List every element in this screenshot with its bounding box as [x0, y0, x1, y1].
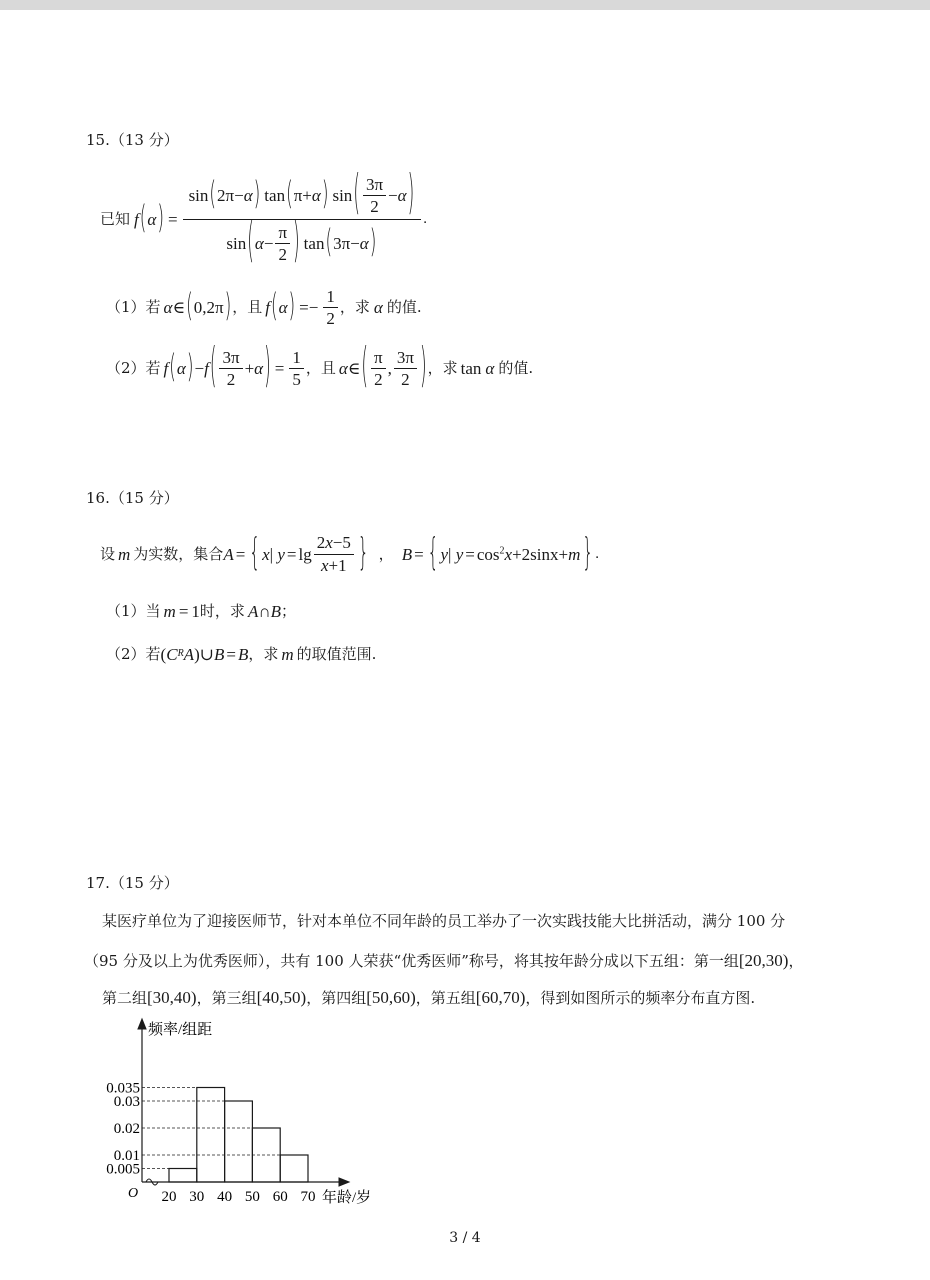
origin-label: O — [128, 1186, 139, 1201]
x-tick-label: 40 — [217, 1189, 233, 1205]
q15-var: α — [147, 209, 157, 229]
frequency-histogram — [90, 1012, 410, 1212]
y-tick-label: 0.01 — [113, 1148, 140, 1164]
y-tick-label: 0.035 — [106, 1080, 140, 1097]
q16-part1-label: （1）当 — [106, 601, 161, 620]
q16-part2-var: m — [281, 644, 294, 664]
q16-part2-label: （2）若 — [106, 644, 161, 663]
q15-func-name: f — [134, 209, 139, 229]
q17-group4-interval: [50,60) — [366, 988, 416, 1007]
q15-intro: 已知 — [100, 209, 131, 228]
q15-part2-ask: ，求 — [427, 358, 458, 377]
q17-line2-text: （95 分及以上为优秀医师），共有 100 人荣获“优秀医师”称号，将其按年龄分成以下五组：第一组 — [84, 952, 739, 970]
q15-part2-end: 的值. — [498, 358, 534, 377]
histogram-bar — [280, 1155, 308, 1182]
histogram-bar — [197, 1088, 225, 1183]
y-axis-label: 频率/组距 — [148, 1022, 213, 1038]
q17-line3-end: ，得到如图所示的频率分布直方图. — [525, 989, 756, 1007]
q15-part1-ask-var: α — [373, 297, 383, 317]
x-tick-label: 30 — [189, 1189, 205, 1205]
q15-part1-end: 的值. — [386, 297, 422, 316]
x-tick-label: 20 — [161, 1189, 177, 1205]
q16-intro-m: m — [118, 544, 131, 564]
q15-part2-mid: ，且 — [305, 358, 336, 377]
q16-part1-end: ； — [281, 601, 297, 620]
q17-group2-label: 第二组 — [102, 989, 148, 1007]
q17-line2-interval: [20,30) — [738, 951, 789, 970]
q16-part2-mid: ，求 — [248, 644, 279, 663]
q15-part1-mid: ，且 — [232, 297, 263, 316]
y-tick-label: 0.005 — [106, 1161, 140, 1178]
y-tick-label: 0.02 — [113, 1121, 140, 1137]
q15-fraction: sin ( 2π− α ) tan ( π+ α ) sin ( $\frac{3\pi}{2}$ − α ) sin ( α − $\frac{\pi}{2}$ ) tan ( 3π− α ) — [183, 176, 422, 263]
q17-group4-label: ，第四组 — [306, 989, 367, 1007]
q16-part1-mid: 时，求 — [199, 601, 245, 620]
x-tick-label: 50 — [244, 1189, 260, 1205]
q15-header: 15.（13 分） — [86, 131, 179, 149]
q17-group3-interval: [40,50) — [256, 988, 307, 1007]
q17-line2 — [84, 950, 803, 971]
q15-part2-label: （2）若 — [106, 358, 161, 377]
q17-group2-interval: [30,40) — [147, 988, 197, 1007]
histogram-bar — [169, 1169, 197, 1183]
q16-intro-b: 为实数，集合 — [133, 544, 224, 563]
q17-line1: 某医疗单位为了迎接医师节，针对本单位不同年龄的员工举办了一次实践技能大比拼活动，满分 100 分 — [102, 912, 786, 930]
top-scroll-bar — [0, 0, 930, 10]
q16-part2-end: 的取值范围. — [296, 644, 377, 663]
q15-part1-label: （1）若 — [106, 297, 161, 316]
x-axis-label: 年龄/岁 — [322, 1190, 372, 1206]
q15-part1-ask: ，求 — [339, 297, 370, 316]
q17-group3-label: ，第三组 — [196, 989, 257, 1007]
page-number: 3 / 4 — [449, 1230, 481, 1246]
q16-header: 16.（15 分） — [86, 489, 179, 507]
x-tick-label: 70 — [300, 1189, 316, 1205]
q17-group5-interval: [60,70) — [475, 988, 526, 1007]
y-tick-label: 0.03 — [113, 1094, 140, 1110]
histogram-bar — [252, 1128, 280, 1182]
q17-line3 — [102, 987, 755, 1008]
q17-header: 17.（15 分） — [86, 874, 179, 892]
q17-line2-end: ， — [788, 952, 804, 970]
q17-group5-label: ，第五组 — [415, 989, 476, 1007]
x-tick-label: 60 — [272, 1189, 288, 1205]
histogram-bar — [225, 1101, 253, 1182]
q16-intro-a: 设 — [100, 544, 116, 563]
